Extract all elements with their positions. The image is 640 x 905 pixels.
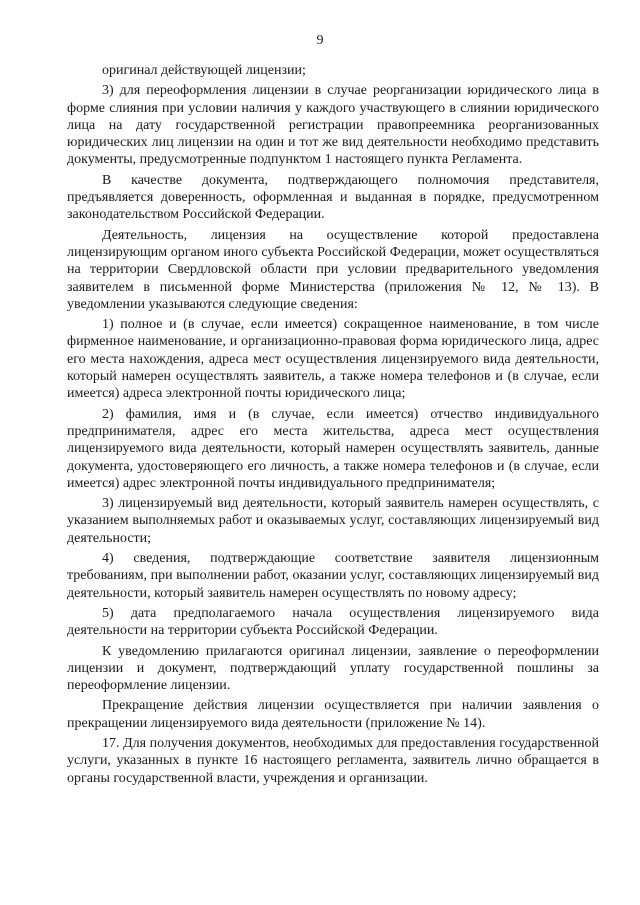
paragraph: В качестве документа, подтверждающего полномочия представителя, предъявляется доверенность, оформленная и выданная в порядке, предусмотренном законодательством Российской Федерации. [67,172,599,223]
paragraph: 4) сведения, подтверждающие соответствие заявителя лицензионным требованиям, при выполнении работ, оказании услуг, составляющих лицензируемый вид деятельности, который заявитель намерен осуществлять по новому адресу; [67,551,599,601]
paragraph: 1) полное и (в случае, если имеется) сокращенное наименование, в том числе фирменное наименование, и организационно-правовая форма юридического лица, адрес его места нахождения, адреса мест осуществления лицензируемого вида деятельности, который намерен осуществлять заявитель, а также номера телефонов и (в случае, если имеется) адреса электронной почты юридического лица; [67,317,599,402]
paragraph: 3) для переоформления лицензии в случае реорганизации юридического лица в форме слияния при условии наличия у каждого участвующего в слиянии юридического лица на дату государственной регистрации правопреемника реорганизованных юридических лиц лицензии на один и тот же вид деятельности необходимо представить документы, предусмотренные подпунктом 1 настоящего пункта Регламента. [67,83,599,168]
paragraph: оригинал действующей лицензии; [102,63,306,78]
paragraph: Прекращение действия лицензии осуществляется при наличии заявления о прекращении лицензируемого вида деятельности (приложение № 14). [67,698,599,731]
paragraph: 2) фамилия, имя и (в случае, если имеется) отчество индивидуального предпринимателя, адрес его места жительства, адреса мест осуществления лицензируемого вида деятельности, который намерен осуществлять заявитель, данные документа, удостоверяющего его личность, а также номера телефонов и (в случае, если имеется) адрес электронной почты индивидуального предпринимателя; [67,406,599,491]
page-number: 9 [316,33,324,48]
document-body [67,62,599,790]
paragraph: 17. Для получения документов, необходимых для предоставления государственной услуги, указанных в пункте 16 настоящего регламента, заявитель лично обращается в органы государственной власти, учреждения и организации. [67,735,599,786]
paragraph: 5) дата предполагаемого начала осуществления лицензируемого вида деятельности на территории субъекта Российской Федерации. [67,605,599,639]
paragraph: 3) лицензируемый вид деятельности, который заявитель намерен осуществлять, с указанием выполняемых работ и оказываемых услуг, составляющих лицензируемый вид деятельности; [67,496,599,546]
paragraph: К уведомлению прилагаются оригинал лицензии, заявление о переоформлении лицензии и документ, подтверждающий уплату государственной пошлины за переоформление лицензии. [67,643,599,694]
paragraph: Деятельность, лицензия на осуществление которой предоставлена лицензирующим органом иного субъекта Российской Федерации, может осуществляться на территории Свердловской области при условии предварительного уведомления заявителем в письменной форме Министерства (приложения № 12, № 13). В уведомлении указываются следующие сведения: [67,227,599,312]
